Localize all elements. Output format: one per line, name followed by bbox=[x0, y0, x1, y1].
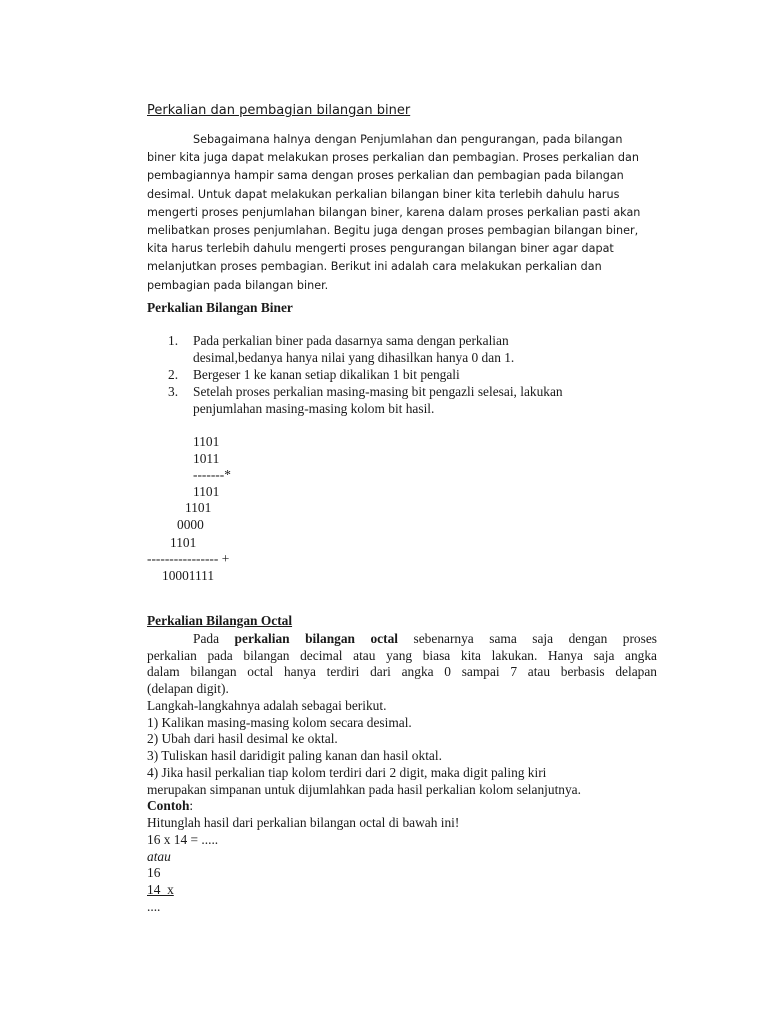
example-label: Contoh bbox=[147, 798, 190, 813]
example-equation: 16 x 14 = ..... bbox=[147, 832, 219, 847]
alt-top-number: 16 bbox=[147, 865, 161, 880]
section-title-binary-multiplication: Perkalian Bilangan Biner bbox=[147, 300, 293, 315]
intro-bold-term: perkalian bilangan octal bbox=[234, 631, 399, 646]
octal-intro-line: dalam bilangan octal hanya terdiri dari angka 0 sampai 7 atau berbasis delapan bbox=[147, 664, 657, 679]
list-text: penjumlahan masing-masing kolom bit hasil. bbox=[193, 401, 435, 416]
example-heading bbox=[147, 798, 193, 815]
alt-bottom-number: 14 x bbox=[147, 882, 174, 897]
section-title-binary-mul-div: Perkalian dan pembagian bilangan biner bbox=[147, 103, 411, 118]
list-text: desimal,bedanya hanya nilai yang dihasilkan hanya 0 dan 1. bbox=[193, 350, 515, 365]
step-item: 4) Jika hasil perkalian tiap kolom terdiri dari 2 digit, maka digit paling kiri bbox=[147, 765, 547, 780]
paragraph-line: pembagian pada bilangan biner. bbox=[147, 278, 329, 292]
paragraph-line: biner kita juga dapat melakukan proses perkalian dan pembagian. Proses perkalian dan bbox=[147, 151, 639, 165]
calc-multiplier: 1011 bbox=[193, 451, 220, 466]
paragraph-line: desimal. Untuk dapat melakukan perkalian bilangan biner kita terlebih dahulu harus bbox=[147, 187, 620, 201]
paragraph-line: mengerti proses penjumlahan bilangan biner, karena dalam proses perkalian pasti akan bbox=[147, 205, 641, 219]
paragraph-line: pembagiannya hampir sama dengan proses perkalian dan pembagian pada bilangan bbox=[147, 169, 624, 183]
calc-result: 10001111 bbox=[162, 568, 215, 583]
steps-intro: Langkah-langkahnya adalah sebagai berikut. bbox=[147, 698, 387, 713]
intro-text: Pada bbox=[193, 631, 235, 646]
intro-paragraph bbox=[147, 131, 657, 295]
calc-partial: 1101 bbox=[185, 500, 212, 515]
paragraph-line: melibatkan proses penjumlahan. Begitu juga dengan proses pembagian bilangan biner, bbox=[147, 224, 639, 238]
calc-separator: -------* bbox=[193, 467, 231, 482]
calc-partial: 1101 bbox=[193, 484, 220, 499]
list-number: 1. bbox=[168, 333, 179, 348]
step-item-continuation: merupakan simpanan untuk dijumlahkan pada hasil perkalian kolom selanjutnya. bbox=[147, 782, 581, 797]
list-text: Setelah proses perkalian masing-masing bit pengazli selesai, lakukan bbox=[193, 384, 563, 399]
intro-text: sebenarnya sama saja dengan proses bbox=[398, 631, 657, 646]
calc-multiplicand: 1101 bbox=[193, 434, 220, 449]
calc-separator: ---------------- + bbox=[147, 551, 230, 566]
step-item: 1) Kalikan masing-masing kolom secara desimal. bbox=[147, 715, 412, 730]
alt-result: .... bbox=[147, 899, 161, 914]
step-item: 2) Ubah dari hasil desimal ke oktal. bbox=[147, 731, 338, 746]
calc-partial: 0000 bbox=[177, 517, 204, 532]
alt-word: atau bbox=[147, 849, 171, 864]
list-number: 2. bbox=[168, 367, 179, 382]
example-question: Hitunglah hasil dari perkalian bilangan octal di bawah ini! bbox=[147, 815, 460, 830]
section-title-octal-multiplication: Perkalian Bilangan Octal bbox=[147, 613, 293, 628]
calc-partial: 1101 bbox=[170, 535, 197, 550]
example-colon: : bbox=[189, 798, 194, 813]
octal-intro-line bbox=[147, 631, 657, 648]
paragraph-line: kita harus terlebih dahulu mengerti proses pengurangan bilangan biner agar dapat bbox=[147, 242, 614, 256]
list-text: Bergeser 1 ke kanan setiap dikalikan 1 bit pengali bbox=[193, 367, 460, 382]
step-item: 3) Tuliskan hasil daridigit paling kanan dan hasil oktal. bbox=[147, 748, 442, 763]
octal-intro-line: perkalian pada bilangan decimal atau yang biasa kita lakukan. Hanya saja angka bbox=[147, 648, 657, 663]
list-text: Pada perkalian biner pada dasarnya sama dengan perkalian bbox=[193, 333, 509, 348]
paragraph-line: Sebagaimana halnya dengan Penjumlahan dan pengurangan, pada bilangan bbox=[193, 133, 623, 146]
list-number: 3. bbox=[168, 384, 179, 399]
paragraph-line: melanjutkan proses pembagian. Berikut ini adalah cara melakukan perkalian dan bbox=[147, 260, 602, 274]
octal-intro-line: (delapan digit). bbox=[147, 681, 229, 696]
